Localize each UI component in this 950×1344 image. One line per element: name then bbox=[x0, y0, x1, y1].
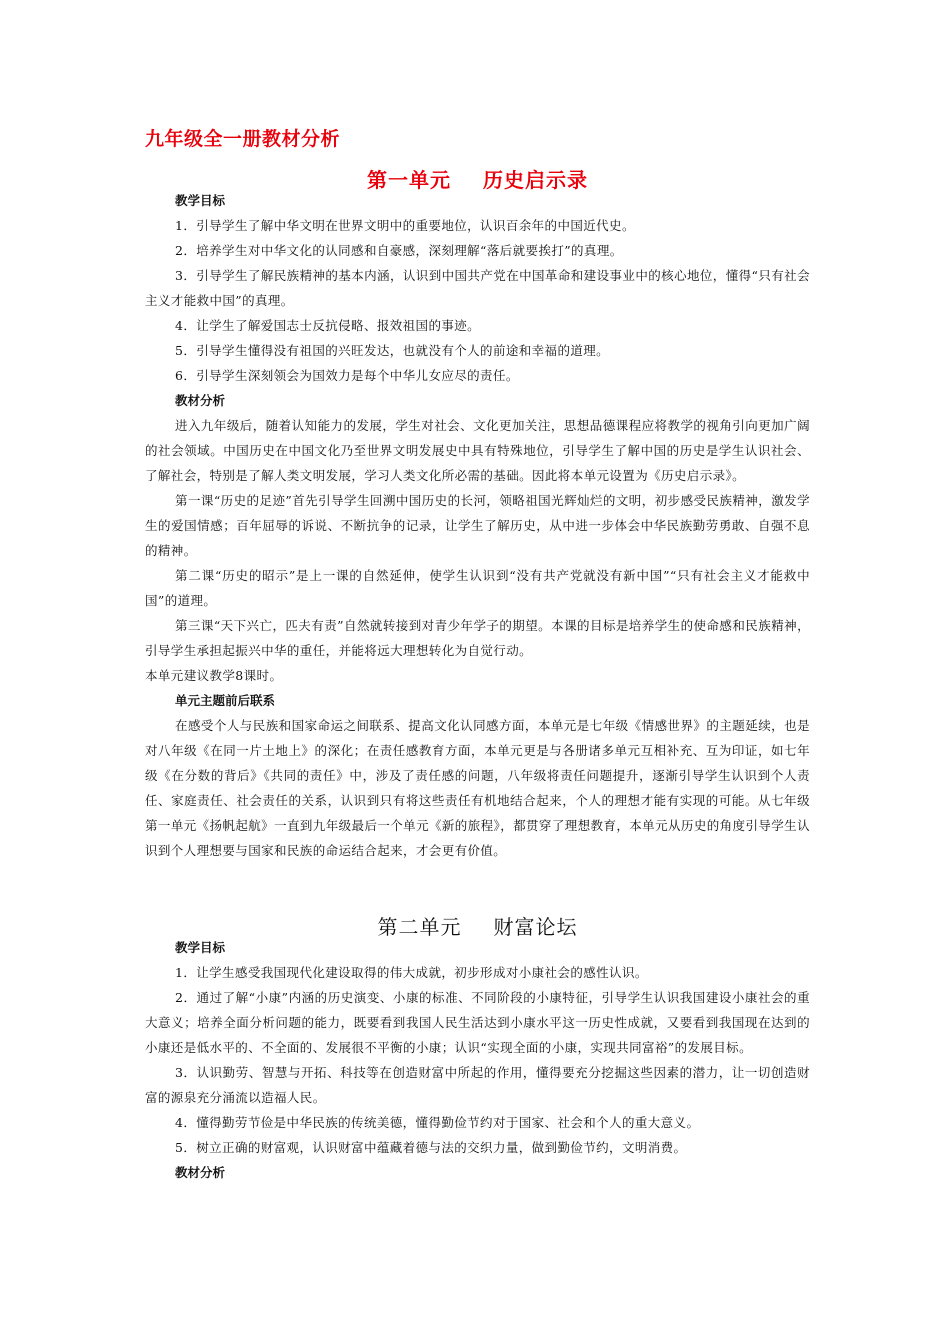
unit2-analysis-heading: 教材分析 bbox=[175, 1165, 226, 1180]
unit1-analysis-paragraph: 第二课“历史的昭示”是上一课的自然延伸，使学生认识到“没有共产党就没有新中国”“只有社会主义才能救中国”的道理。 bbox=[145, 568, 810, 608]
document-title: 九年级全一册教材分析 bbox=[145, 128, 341, 150]
unit2-goal-item: 2．通过了解“小康”内涵的历史演变、小康的标准、不同阶段的小康特征，引导学生认识我国建设小康社会的重大意义；培养全面分析问题的能力，既要看到我国人民生活达到小康水平这一历史性成就，又要看到我国现在达到的小康还是低水平的、不全面的、发展很不平衡的小康；认识“实现全面的小康，实现共同富裕”的发展目标。 bbox=[145, 990, 810, 1055]
unit2-goals-heading: 教学目标 bbox=[175, 940, 226, 955]
unit2-goal-item: 5．树立正确的财富观，认识财富中蕴藏着德与法的交织力量，做到勤俭节约，文明消费。 bbox=[175, 1140, 687, 1155]
unit2-title-name: 财富论坛 bbox=[493, 915, 578, 939]
unit1-goal-item: 3．引导学生了解民族精神的基本内涵，认识到中国共产党在中国革命和建设事业中的核心地位，懂得“只有社会主义才能救中国”的真理。 bbox=[145, 268, 810, 308]
unit1-analysis-heading: 教材分析 bbox=[175, 393, 226, 408]
unit1-title-name: 历史启示录 bbox=[483, 168, 588, 192]
unit1-body bbox=[145, 188, 810, 863]
unit1-goal-item: 5．引导学生懂得没有祖国的兴旺发达，也就没有个人的前途和幸福的道理。 bbox=[175, 343, 610, 358]
unit1-title-number: 第一单元 bbox=[367, 168, 451, 192]
unit1-hours-note: 本单元建议教学8课时。 bbox=[145, 668, 283, 683]
unit2-goal-item: 4．懂得勤劳节俭是中华民族的传统美德，懂得勤俭节约对于国家、社会和个人的重大意义。 bbox=[175, 1115, 700, 1130]
unit2-goal-item: 3．认识勤劳、智慧与开拓、科技等在创造财富中所起的作用，懂得要充分挖掘这些因素的潜力，让一切创造财富的源泉充分涌流以造福人民。 bbox=[145, 1065, 810, 1105]
unit1-relation-paragraph: 在感受个人与民族和国家命运之间联系、提高文化认同感方面，本单元是七年级《情感世界》的主题延续，也是对八年级《在同一片土地上》的深化；在责任感教育方面，本单元更是与各册诸多单元互相补充、互为印证，如七年级《在分数的背后》《共同的责任》中，涉及了责任感的问题，八年级将责任问题提升，逐渐引导学生认识到个人责任、家庭责任、社会责任的关系，认识到只有将这些责任有机地结合起来，个人的理想才能有实现的可能。从七年级第一单元《扬帆起航》一直到九年级最后一个单元《新的旅程》，都贯穿了理想教育，本单元从历史的角度引导学生认识到个人理想要与国家和民族的命运结合起来，才会更有价值。 bbox=[145, 718, 810, 858]
unit1-analysis-paragraph: 第三课“天下兴亡，匹夫有责”自然就转接到对青少年学子的期望。本课的目标是培养学生的使命感和民族精神，引导学生承担起振兴中华的重任，并能将远大理想转化为自觉行动。 bbox=[145, 618, 810, 658]
unit1-analysis-paragraph: 第一课“历史的足迹”首先引导学生回溯中国历史的长河，领略祖国光辉灿烂的文明，初步感受民族精神，激发学生的爱国情感；百年屈辱的诉说、不断抗争的记录，让学生了解历史，从中进一步体会中华民族勤劳勇敢、自强不息的精神。 bbox=[145, 493, 810, 558]
unit1-goal-item: 4．让学生了解爱国志士反抗侵略、报效祖国的事迹。 bbox=[175, 318, 481, 333]
unit2-title-number: 第二单元 bbox=[377, 915, 462, 939]
unit2-goal-item: 1．让学生感受我国现代化建设取得的伟大成就，初步形成对小康社会的感性认识。 bbox=[175, 965, 648, 980]
unit1-analysis-paragraph: 进入九年级后，随着认知能力的发展，学生对社会、文化更加关注，思想品德课程应将教学的视角引向更加广阔的社会领域。中国历史在中国文化乃至世界文明发展史中具有特殊地位，引导学生了解中国的历史是学生认识社会、了解社会，特别是了解人类文明发展，学习人类文化所必需的基础。因此将本单元设置为《历史启示录》。 bbox=[145, 418, 810, 483]
unit1-goal-item: 2．培养学生对中华文化的认同感和自豪感，深刻理解“落后就要挨打”的真理。 bbox=[175, 243, 623, 258]
unit2-body bbox=[145, 935, 810, 1185]
unit1-goal-item: 1．引导学生了解中华文明在世界文明中的重要地位，认识百余年的中国近代史。 bbox=[175, 218, 635, 233]
unit1-relation-heading: 单元主题前后联系 bbox=[175, 693, 276, 708]
unit1-goal-item: 6．引导学生深刻领会为国效力是每个中华儿女应尽的责任。 bbox=[175, 368, 519, 383]
unit1-goals-heading: 教学目标 bbox=[175, 193, 226, 208]
